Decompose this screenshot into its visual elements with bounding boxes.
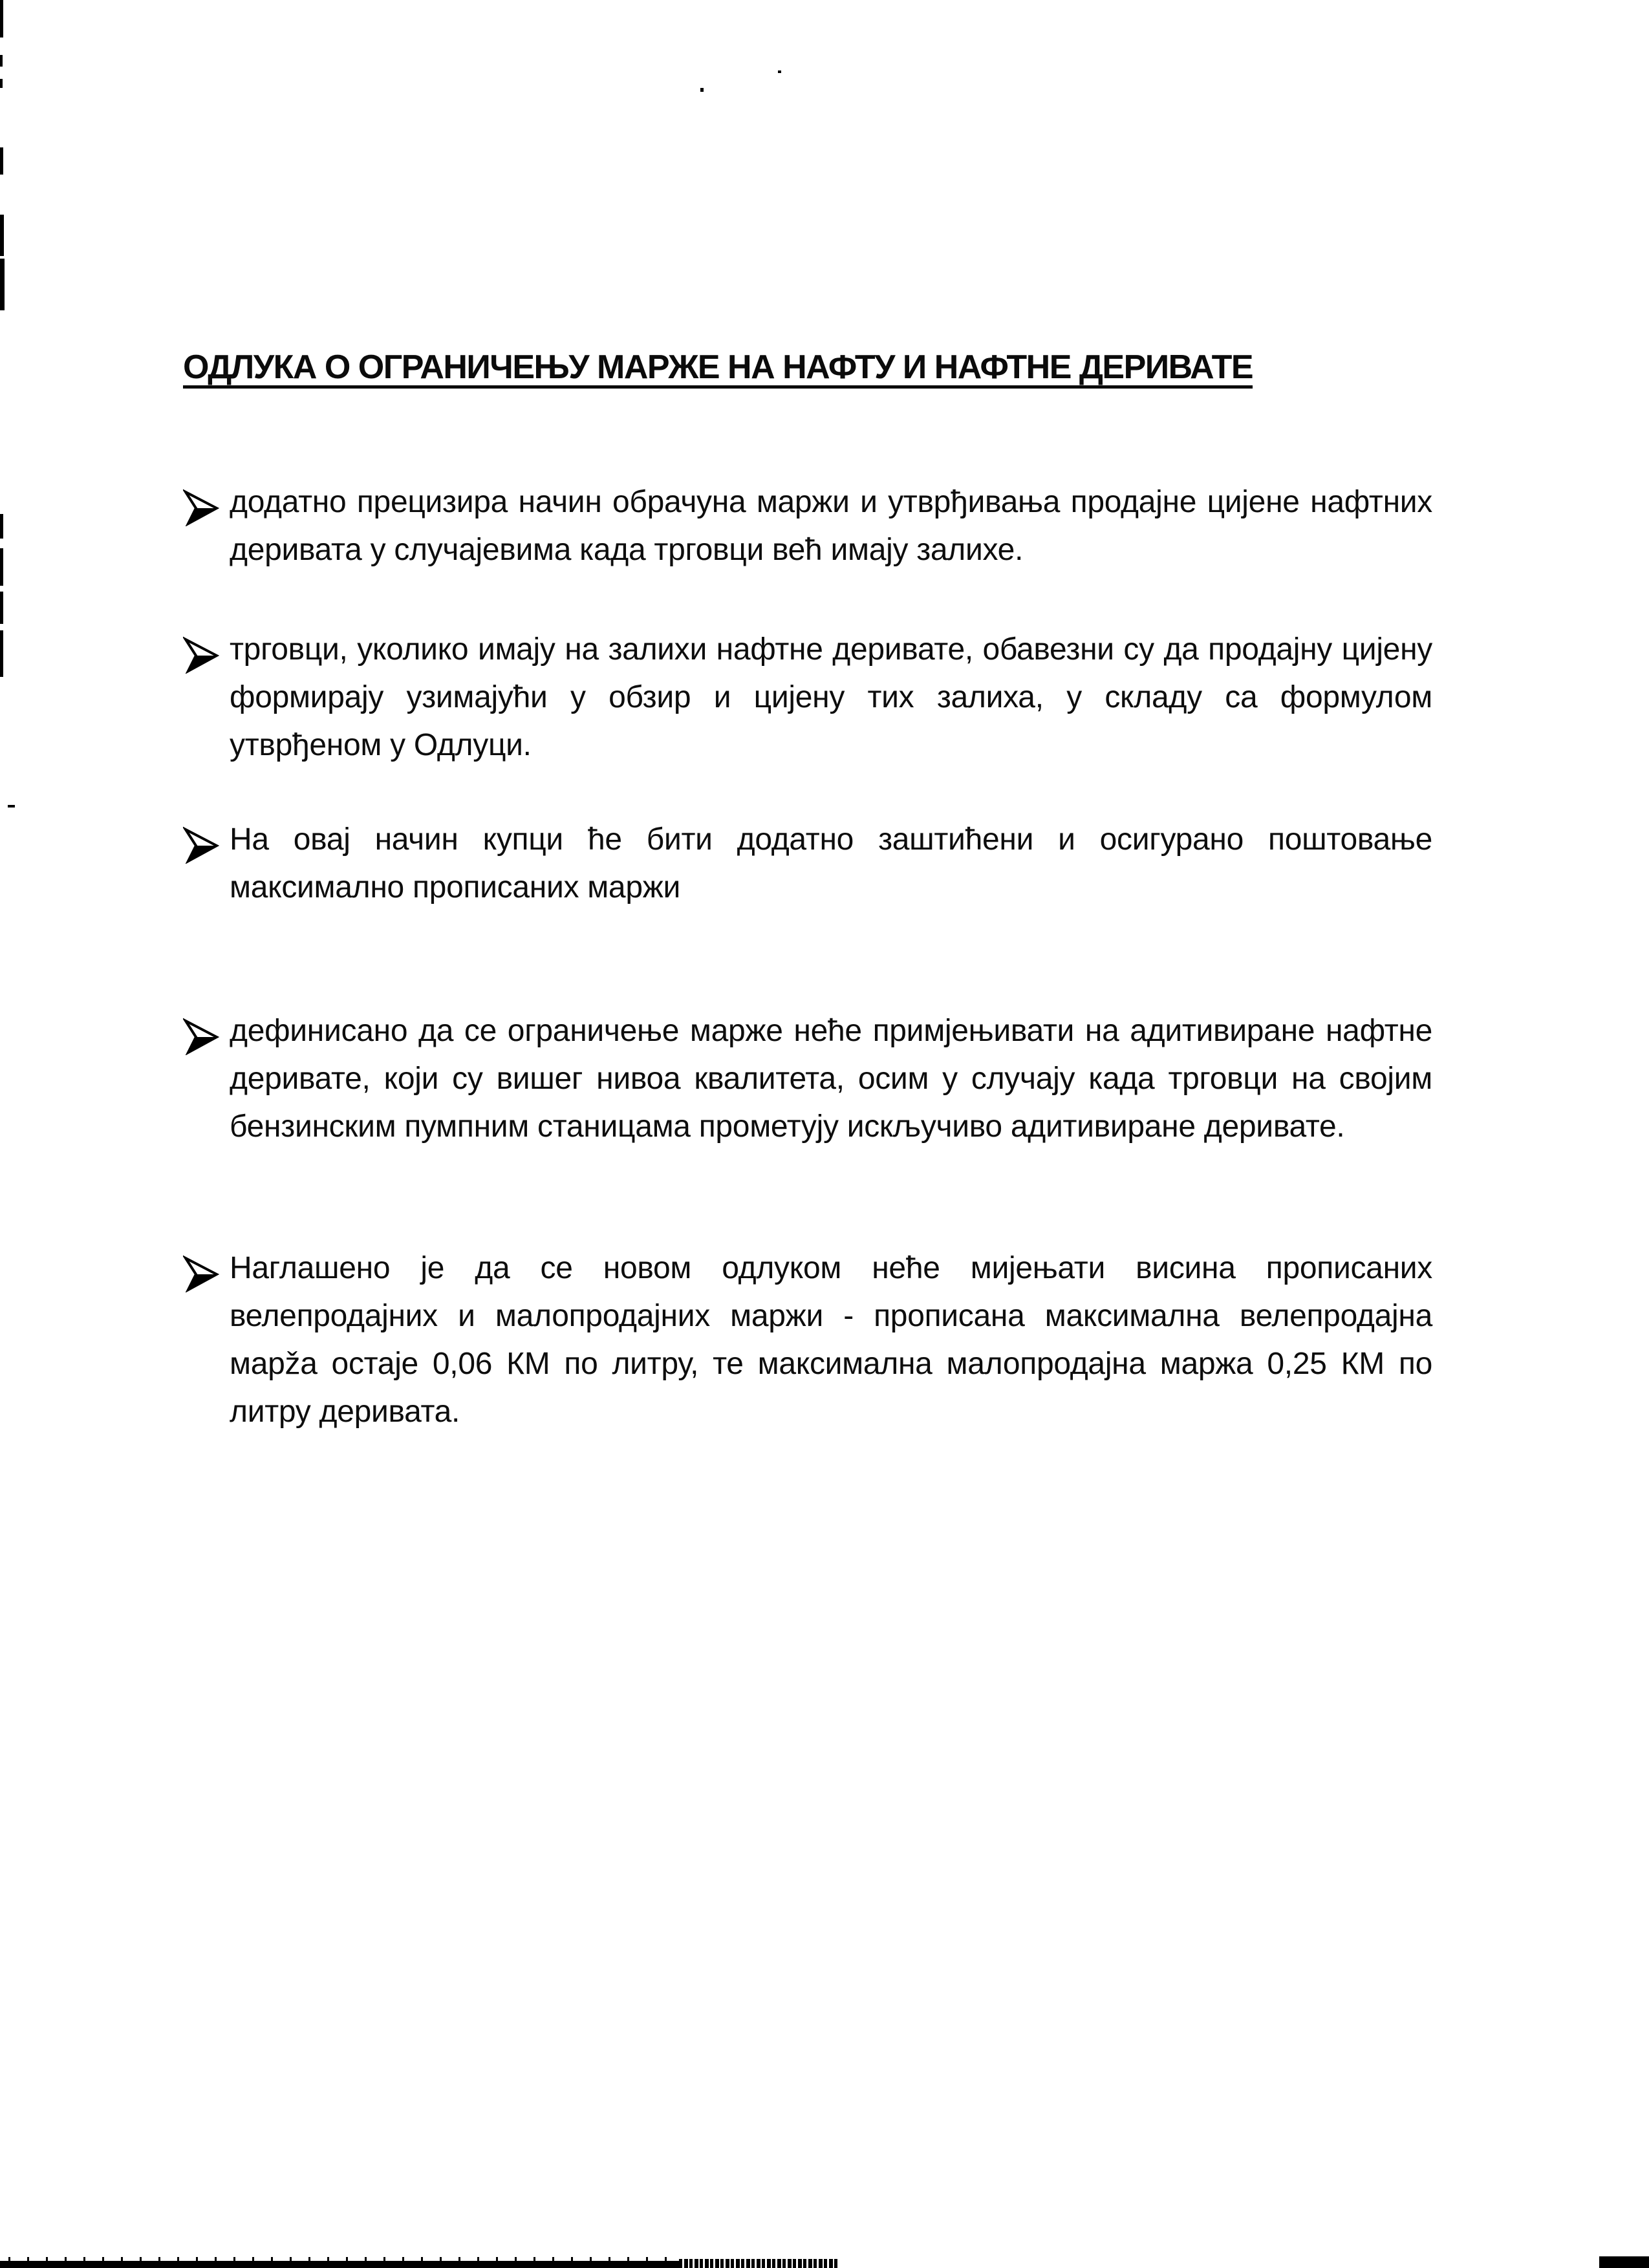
scan-artifact-speck	[700, 88, 704, 92]
arrowhead-right-icon	[183, 1007, 230, 1055]
bullet-text: На овај начин купци ће бити додатно заштићени и осигурано поштовање максимално прописаних маржи	[230, 822, 1432, 904]
scan-artifact-left-edge	[0, 55, 3, 67]
scan-artifact-left-edge	[0, 548, 3, 586]
scan-artifact-speck	[778, 70, 781, 73]
bullet-item	[183, 626, 1432, 769]
bullet-item	[183, 816, 1432, 912]
bullet-item	[183, 1007, 1432, 1151]
scan-artifact-bottom-strip-barcode	[679, 2259, 839, 2268]
scan-artifact-corner-block	[1599, 2256, 1649, 2268]
scan-artifact-left-edge	[0, 79, 3, 88]
arrowhead-right-icon	[183, 626, 230, 674]
bullet-item	[183, 478, 1432, 574]
scan-artifact-left-edge	[0, 630, 3, 677]
scan-artifact-speck	[8, 805, 15, 808]
scan-artifact-left-edge	[0, 259, 5, 310]
scan-artifact-bottom-strip	[0, 2261, 680, 2268]
arrowhead-right-icon	[183, 478, 230, 526]
bullet-text: додатно прецизира начин обрачуна маржи и утврђивања продајне цијене нафтних деривата у случајевима када трговци већ имају залихе.	[230, 485, 1432, 567]
scan-artifact-left-edge	[0, 147, 3, 175]
arrowhead-right-icon	[183, 1245, 230, 1292]
scan-artifact-left-edge	[0, 0, 3, 37]
document-title: ОДЛУКА О ОГРАНИЧЕЊУ МАРЖЕ НА НАФТУ И НАФТНЕ ДЕРИВАТЕ	[183, 348, 1253, 386]
arrowhead-right-icon	[183, 816, 230, 864]
scan-artifact-left-edge	[0, 514, 3, 539]
bullet-text: дефинисано да се ограничење марже неће примјењивати на адитивиране нафтне деривате, који су вишег нивоа квалитета, осим у случају када трговци на својим бензинским пумпним станицама прометују искључиво адитивиране деривате.	[230, 1014, 1432, 1144]
scan-artifact-left-edge	[0, 215, 4, 256]
scan-artifact-left-edge	[0, 592, 3, 624]
bullet-text: трговци, уколико имају на залихи нафтне деривате, обавезни су да продајну цијену формирају узимајући у обзир и цијену тих залиха, у складу са формулом утврђеном у Одлуци.	[230, 632, 1432, 762]
bullet-text: Наглашено је да се новом одлуком неће мијењати висина прописаних велепродајних и малопродајних маржи - прописана максимална велепродајна марža остаје 0,06 КМ по литру, те максимална малопродајна маржа 0,25 КМ по литру деривата.	[230, 1251, 1432, 1429]
bullet-item	[183, 1245, 1432, 1436]
